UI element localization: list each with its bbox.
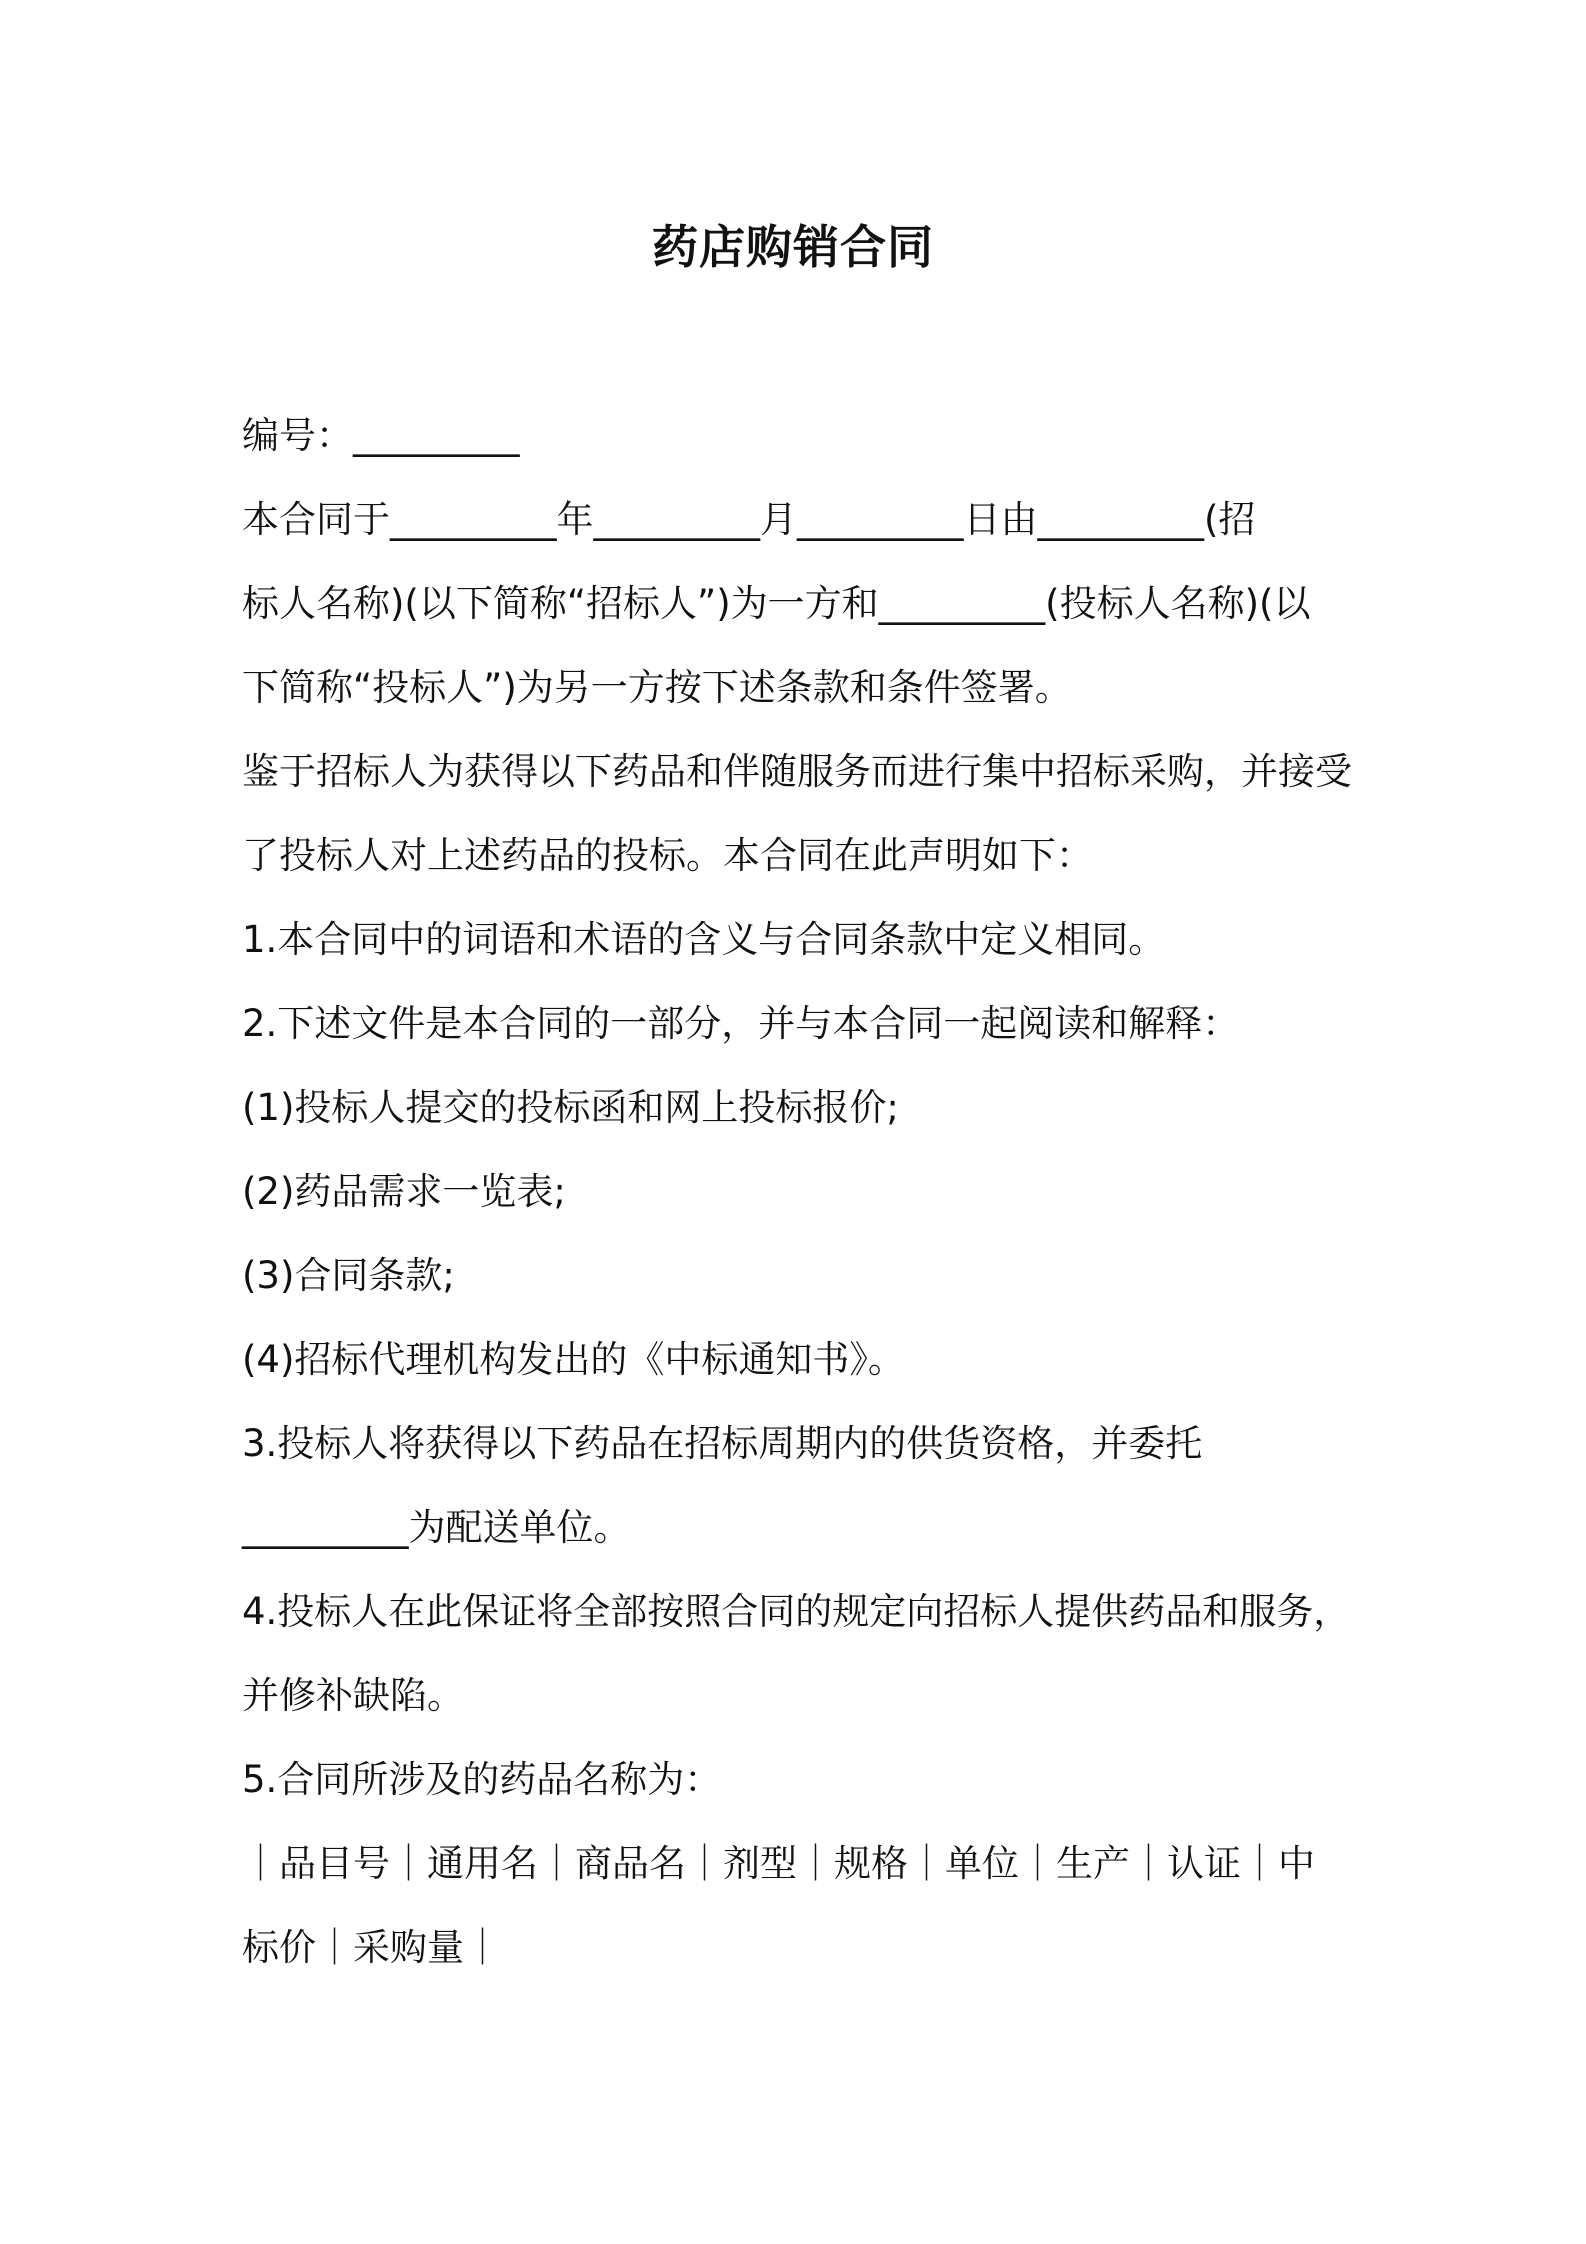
clause-2-item-4: (4)招标代理机构发出的《中标通知书》。 [242,1338,905,1381]
clause-4-line-1: 4.投标人在此保证将全部按照合同的规定向招标人提供药品和服务， [242,1590,1351,1633]
clause-3-line-2: _________为配送单位。 [242,1506,631,1549]
clause-2-item-3: (3)合同条款; [242,1254,455,1297]
document-title: 药店购销合同 [652,220,934,274]
drug-table-header-line-1: ｜品目号｜通用名｜商品名｜剂型｜规格｜单位｜生产｜认证｜中 [242,1842,1315,1885]
clause-5: 5.合同所涉及的药品名称为： [242,1758,722,1801]
clause-2-item-1: (1)投标人提交的投标函和网上投标报价; [242,1086,899,1129]
preamble-line-3: 下简称“投标人”)为另一方按下述条款和条件签署。 [242,666,1072,709]
clause-4-line-2: 并修补缺陷。 [242,1674,464,1717]
preamble-line-2: 标人名称)(以下简称“招标人”)为一方和_________(投标人名称)(以 [242,582,1311,625]
clause-2-item-2: (2)药品需求一览表; [242,1170,566,1213]
whereas-line-1: 鉴于招标人为获得以下药品和伴随服务而进行集中招标采购，并接受 [242,750,1352,793]
contract-number-line: 编号：_________ [242,414,520,457]
whereas-line-2: 了投标人对上述药品的投标。本合同在此声明如下： [242,834,1093,877]
preamble-line-1: 本合同于_________年_________月_________日由_________(招 [242,498,1256,541]
clause-1: 1.本合同中的词语和术语的含义与合同条款中定义相同。 [242,918,1166,961]
clause-2: 2.下述文件是本合同的一部分，并与本合同一起阅读和解释： [242,1002,1240,1045]
drug-table-header-line-2: 标价｜采购量｜ [242,1926,501,1969]
clause-3-line-1: 3.投标人将获得以下药品在招标周期内的供货资格，并委托 [242,1422,1203,1465]
